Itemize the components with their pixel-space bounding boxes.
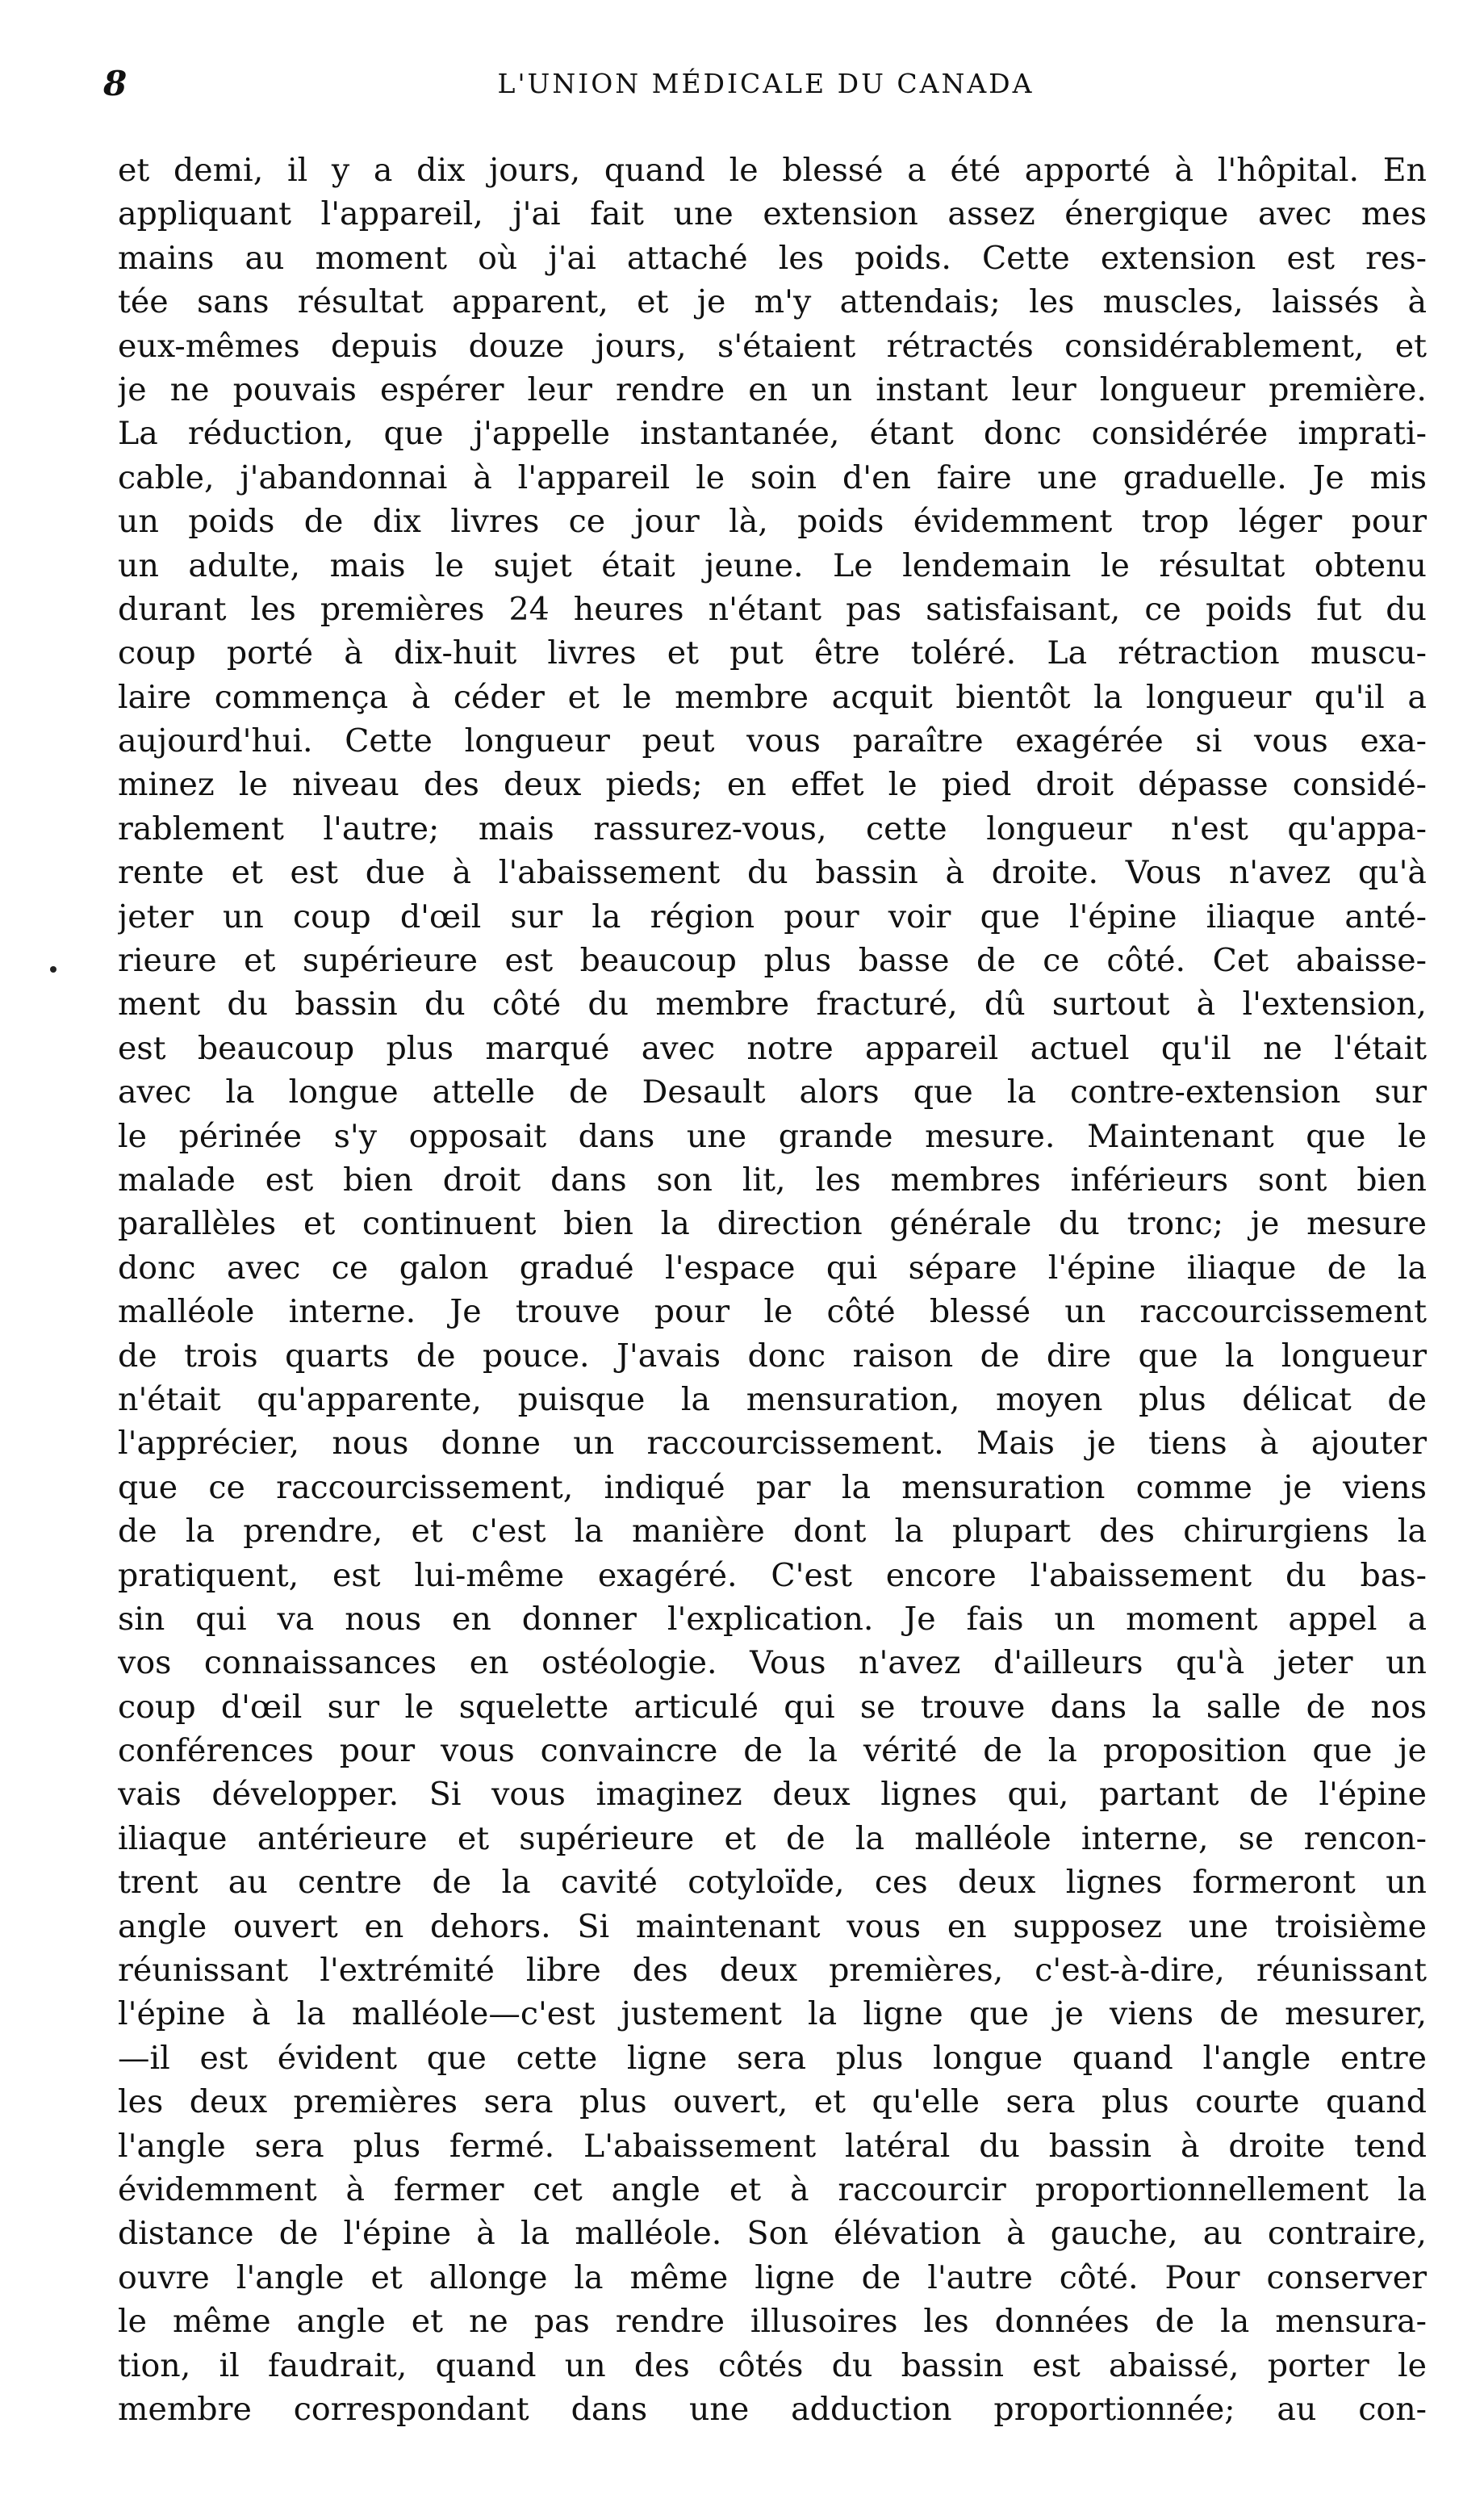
text-line: un adulte, mais le sujet était jeune. Le lendemain le résultat obtenu bbox=[118, 546, 1427, 584]
text-line: avec la longue attelle de Desault alors que la contre-extension sur bbox=[118, 1074, 1427, 1111]
text-line: eux-mêmes depuis douze jours, s'étaient rétractés considérablement, et bbox=[118, 327, 1427, 365]
text-line: l'angle sera plus fermé. L'abaissement latéral du bassin à droite tend bbox=[118, 2127, 1427, 2165]
text-line: jeter un coup d'œil sur la région pour voir que l'épine iliaque anté- bbox=[118, 898, 1427, 935]
text-line: pratiquent, est lui-même exagéré. C'est encore l'abaissement du bas- bbox=[118, 1556, 1427, 1594]
text-line: conférences pour vous convaincre de la vérité de la proposition que je bbox=[118, 1732, 1427, 1770]
text-line: les deux premières sera plus ouvert, et qu'elle sera plus courte quand bbox=[118, 2083, 1427, 2121]
text-line: La réduction, que j'appelle instantanée, étant donc considérée imprati- bbox=[118, 415, 1427, 453]
text-line: parallèles et continuent bien la direction générale du tronc; je mesure bbox=[118, 1205, 1427, 1243]
text-line: —il est évident que cette ligne sera plus longue quand l'angle entre bbox=[118, 2039, 1427, 2077]
text-line: tion, il faudrait, quand un des côtés du bassin est abaissé, porter le bbox=[118, 2346, 1427, 2384]
text-line: distance de l'épine à la malléole. Son élévation à gauche, au contraire, bbox=[118, 2215, 1427, 2253]
text-line: laire commença à céder et le membre acquit bientôt la longueur qu'il a bbox=[118, 678, 1427, 716]
text-line: et demi, il y a dix jours, quand le blessé a été apporté à l'hôpital. En bbox=[118, 152, 1427, 189]
text-line: membre correspondant dans une adduction proportionnée; au con- bbox=[118, 2390, 1427, 2428]
text-line: appliquant l'appareil, j'ai fait une extension assez énergique avec mes bbox=[118, 195, 1427, 233]
text-line: iliaque antérieure et supérieure et de la malléole interne, se rencon- bbox=[118, 1819, 1427, 1857]
text-line: réunissant l'extrémité libre des deux premières, c'est-à-dire, réunissant bbox=[118, 1952, 1427, 1990]
text-line: sin qui va nous en donner l'explication. Je fais un moment appel a bbox=[118, 1600, 1427, 1638]
text-line: angle ouvert en dehors. Si maintenant vous en supposez une troisième bbox=[118, 1907, 1427, 1945]
text-line: le périnée s'y opposait dans une grande mesure. Maintenant que le bbox=[118, 1117, 1427, 1155]
text-line: durant les premières 24 heures n'étant pas satisfaisant, ce poids fut du bbox=[118, 590, 1427, 628]
text-line: aujourd'hui. Cette longueur peut vous paraître exagérée si vous exa- bbox=[118, 722, 1427, 760]
text-line: malade est bien droit dans son lit, les membres inférieurs sont bien bbox=[118, 1161, 1427, 1199]
body-text bbox=[118, 149, 1427, 2431]
text-line: donc avec ce galon gradué l'espace qui sépare l'épine iliaque de la bbox=[118, 1249, 1427, 1287]
text-line: l'apprécier, nous donne un raccourcissement. Mais je tiens à ajouter bbox=[118, 1425, 1427, 1463]
text-line: évidemment à fermer cet angle et à raccourcir proportionnellement la bbox=[118, 2170, 1427, 2208]
text-line: vos connaissances en ostéologie. Vous n'avez d'ailleurs qu'à jeter un bbox=[118, 1644, 1427, 1682]
text-line: cable, j'abandonnai à l'appareil le soin d'en faire une graduelle. Je mis bbox=[118, 458, 1427, 496]
text-line: de trois quarts de pouce. J'avais donc raison de dire que la longueur bbox=[118, 1337, 1427, 1375]
text-line: mains au moment où j'ai attaché les poids. Cette extension est res- bbox=[118, 239, 1427, 277]
text-line: est beaucoup plus marqué avec notre appareil actuel qu'il ne l'était bbox=[118, 1029, 1427, 1067]
text-line: rablement l'autre; mais rassurez-vous, cette longueur n'est qu'appa- bbox=[118, 810, 1427, 848]
text-line: rieure et supérieure est beaucoup plus basse de ce côté. Cet abaisse- bbox=[118, 942, 1427, 980]
text-line: l'épine à la malléole—c'est justement la ligne que je viens de mesurer, bbox=[118, 1995, 1427, 2033]
text-line: que ce raccourcissement, indiqué par la mensuration comme je viens bbox=[118, 1468, 1427, 1506]
text-line: de la prendre, et c'est la manière dont la plupart des chirurgiens la bbox=[118, 1513, 1427, 1551]
text-line: ment du bassin du côté du membre fracturé, dû surtout à l'extension, bbox=[118, 986, 1427, 1023]
text-line: le même angle et ne pas rendre illusoires les données de la mensura- bbox=[118, 2303, 1427, 2341]
text-line: coup porté à dix-huit livres et put être toléré. La rétraction muscu- bbox=[118, 634, 1427, 672]
page-number: 8 bbox=[103, 64, 127, 103]
margin-mark bbox=[50, 966, 56, 973]
text-line: tée sans résultat apparent, et je m'y attendais; les muscles, laissés à bbox=[118, 283, 1427, 321]
text-line: minez le niveau des deux pieds; en effet le pied droit dépasse considé- bbox=[118, 766, 1427, 804]
text-line: vais développer. Si vous imaginez deux lignes qui, partant de l'épine bbox=[118, 1776, 1427, 1814]
text-line: ouvre l'angle et allonge la même ligne de l'autre côté. Pour conserver bbox=[118, 2258, 1427, 2296]
text-line: un poids de dix livres ce jour là, poids évidemment trop léger pour bbox=[118, 503, 1427, 541]
text-line: rente et est due à l'abaissement du bassin à droite. Vous n'avez qu'à bbox=[118, 854, 1427, 892]
text-line: coup d'œil sur le squelette articulé qui se trouve dans la salle de nos bbox=[118, 1688, 1427, 1726]
journal-title: L'UNION MÉDICALE DU CANADA bbox=[497, 68, 1035, 99]
text-line: n'était qu'apparente, puisque la mensuration, moyen plus délicat de bbox=[118, 1380, 1427, 1418]
running-header bbox=[103, 60, 1428, 108]
text-line: malléole interne. Je trouve pour le côté blessé un raccourcissement bbox=[118, 1293, 1427, 1331]
text-line: trent au centre de la cavité cotyloïde, ces deux lignes formeront un bbox=[118, 1864, 1427, 1902]
text-line: je ne pouvais espérer leur rendre en un instant leur longueur première. bbox=[118, 370, 1427, 408]
